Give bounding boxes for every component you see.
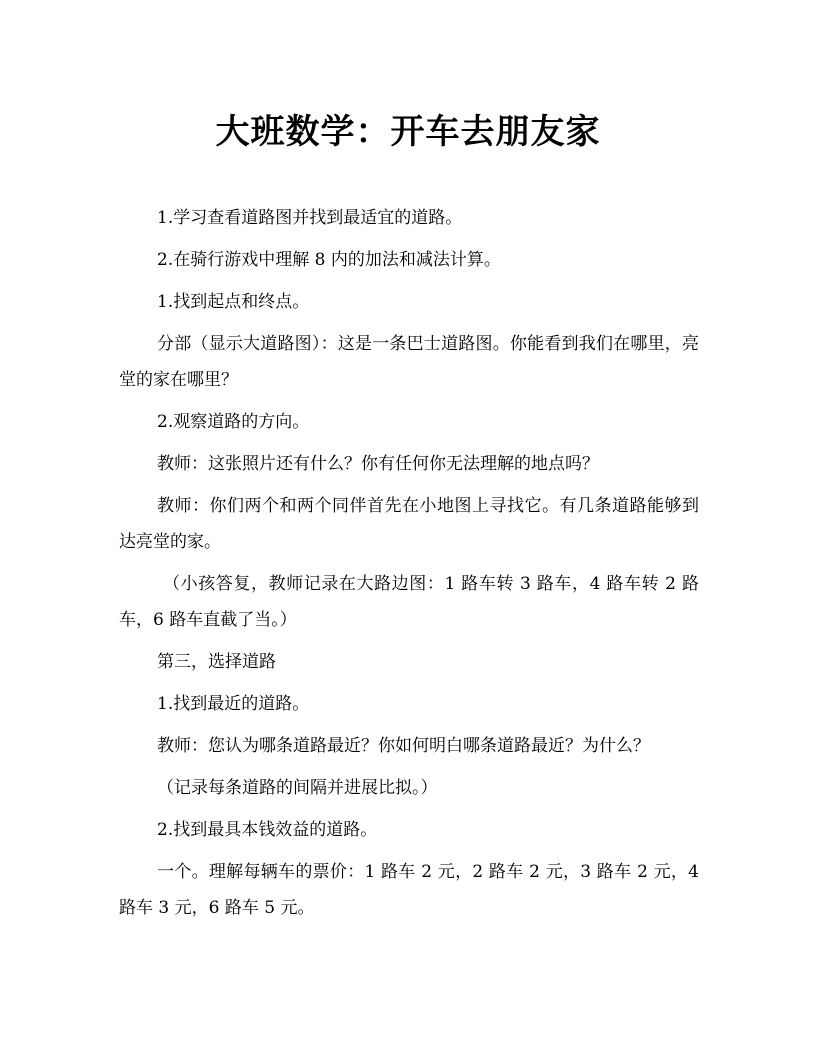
paragraph: 教师：您认为哪条道路最近？你如何明白哪条道路最近？为什么？: [157, 736, 650, 756]
paragraph: 2.找到最具本钱效益的道路。: [157, 820, 378, 840]
document-title: 大班数学：开车去朋友家: [215, 112, 601, 152]
paragraph: 2.观察道路的方向。: [157, 412, 310, 432]
section-heading: 第三，选择道路: [157, 652, 276, 672]
paragraph: （小孩答复，教师记录在大路边图：1 路车转 3 路车，4 路车转 2 路车，6 路车直截了当。）: [119, 574, 699, 630]
paragraph: 教师：这张照片还有什么？你有任何你无法理解的地点吗？: [157, 454, 599, 474]
paragraph: （记录每条道路的间隔并进展比拟。）: [157, 778, 438, 798]
paragraph: 2.在骑行游戏中理解 8 内的加法和减法计算。: [157, 250, 501, 270]
paragraph: 分部（显示大道路图）：这是一条巴士道路图。你能看到我们在哪里，亮堂的家在哪里？: [119, 334, 699, 390]
document-body: [119, 200, 699, 932]
paragraph: 1.找到起点和终点。: [157, 292, 310, 312]
paragraph: 教师：你们两个和两个同伴首先在小地图上寻找它。有几条道路能够到达亮堂的家。: [119, 496, 699, 552]
paragraph: 一个。理解每辆车的票价：1 路车 2 元，2 路车 2 元，3 路车 2 元，4 路车 3 元，6 路车 5 元。: [119, 862, 699, 918]
paragraph: 1.找到最近的道路。: [157, 694, 310, 714]
paragraph: 1.学习查看道路图并找到最适宜的道路。: [157, 208, 463, 228]
